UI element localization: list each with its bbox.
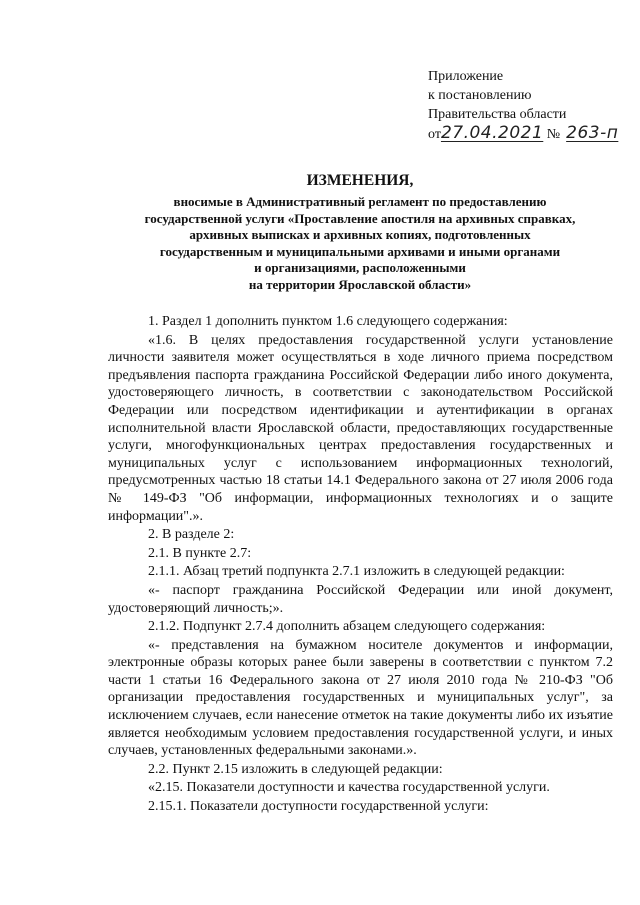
number-prefix: № <box>546 127 561 142</box>
paragraph: 2. В разделе 2: <box>148 527 235 543</box>
paragraph: 2.1.1. Абзац третий подпункта 2.7.1 изложить в следующей редакции: <box>148 564 565 580</box>
handwritten-date: 27.04.2021 <box>440 123 544 143</box>
paragraph: 1. Раздел 1 дополнить пунктом 1.6 следующего содержания: <box>148 314 508 329</box>
appendix-block <box>428 67 618 144</box>
title-line: государственным и муниципальными архивами и иными органами <box>159 243 561 259</box>
title-line: архивных выписках и архивных копиях, подготовленных <box>189 227 531 242</box>
paragraph: 2.1.2. Подпункт 2.7.4 дополнить абзацем следующего содержания: <box>148 619 546 635</box>
title-heading: ИЗМЕНЕНИЯ, <box>306 172 414 189</box>
document-title <box>100 170 620 293</box>
paragraph: 2.1. В пункте 2.7: <box>148 545 252 561</box>
appendix-line: к постановлению <box>428 88 532 103</box>
paragraph: «- паспорт гражданина Российской Федерации или иной документ, удостоверяющий личность;». <box>108 582 613 616</box>
title-line: государственной услуги «Проставление апостиля на архивных справках, <box>144 210 576 226</box>
appendix-line: Приложение <box>428 69 504 84</box>
paragraph: «2.15. Показатели доступности и качества государственной услуги. <box>148 780 550 796</box>
title-line: вносимые в Административный регламент по предоставлению <box>173 194 547 209</box>
handwritten-number: 263-п <box>566 123 619 143</box>
from-prefix: от <box>428 127 441 142</box>
document-body <box>108 313 613 816</box>
appendix-date-number <box>428 124 618 144</box>
title-line: и организациями, расположенными <box>254 260 466 275</box>
appendix-line: Правительства области <box>428 107 567 122</box>
paragraph: «- представления на бумажном носителе документов и информации, электронные образы которых ранее были заверены в соответствии с пунктом 7.2 части 1 статьи 16 Федерального закона от 27 июля 2010 года № 210-ФЗ "Об организации предоставления государственных и муниципальных услуг", за исключением случаев, если нанесение отметок на такие документы либо их изъятие является необходимым условием предоставления государственной услуги, и иных случаев, установленных федеральными законами.». <box>108 637 613 759</box>
title-line: на территории Ярославской области» <box>248 276 472 292</box>
paragraph: 2.15.1. Показатели доступности государственной услуги: <box>148 799 489 815</box>
paragraph: «1.6. В целях предоставления государственной услуги установление личности заявителя может осуществляться в ходе личного приема посредством предъявления паспорта гражданина Российской Федерации либо иного документа, удостоверяющего личность, в соответствии с законодательством Российской Федерации или посредством идентификации и аутентификации в органах исполнительной власти Ярославской области, предоставляющих государственные услуги, многофункциональных центрах предоставления государственных и муниципальных услуг с использованием информационных технологий, предусмотренных частью 18 статьи 14.1 Федерального закона от 27 июля 2006 года № 149-ФЗ "Об информации, информационных технологиях и о защите информации".». <box>108 332 613 524</box>
paragraph: 2.2. Пункт 2.15 изложить в следующей редакции: <box>148 761 443 777</box>
